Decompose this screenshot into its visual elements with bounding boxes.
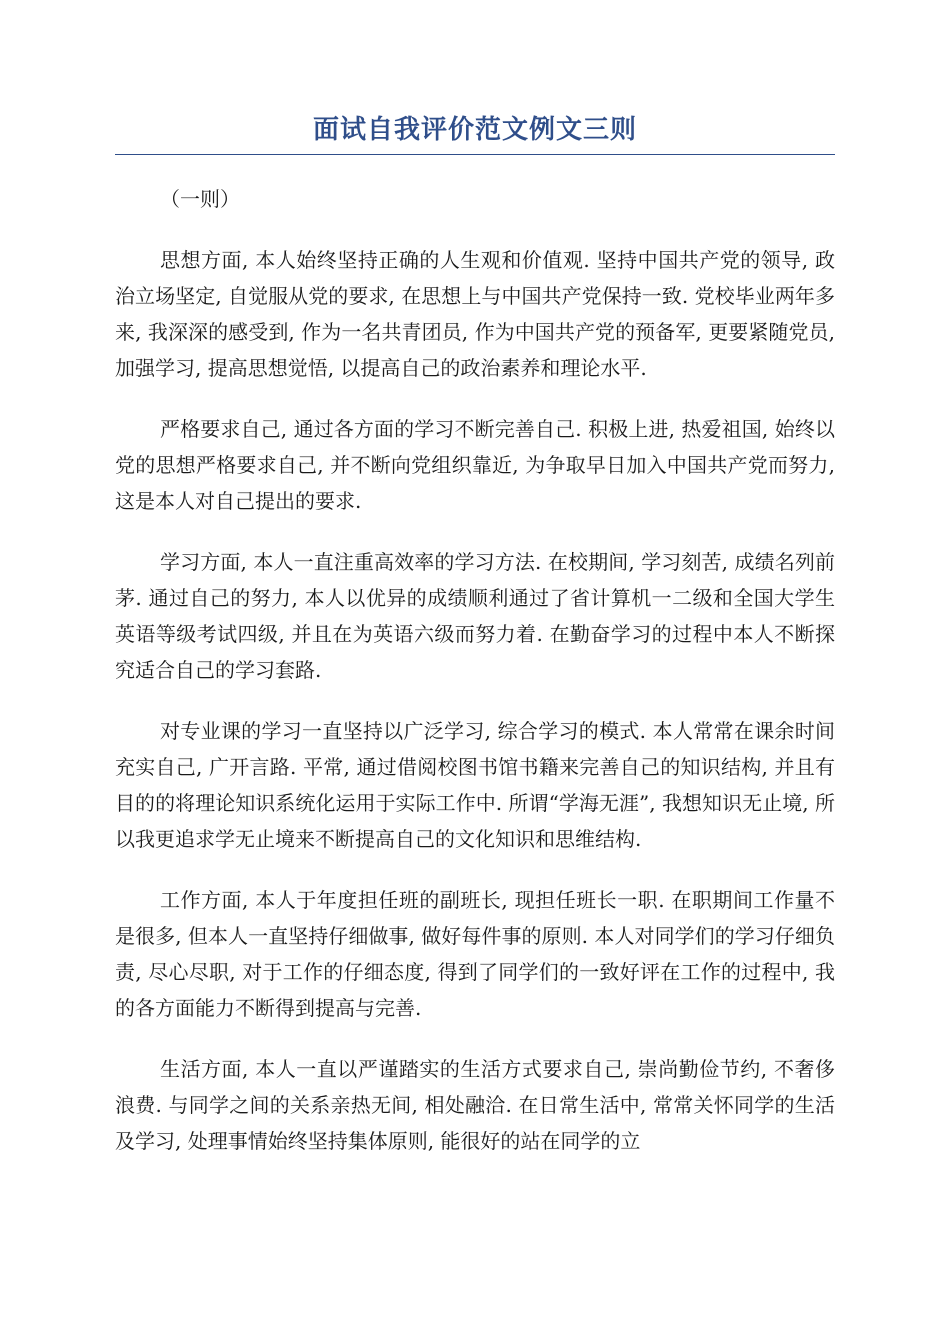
document-page <box>115 110 835 1159</box>
paragraph-study: 学习方面, 本人一直注重高效率的学习方法. 在校期间, 学习刻苦, 成绩名列前茅. 通过自己的努力, 本人以优异的成绩顺利通过了省计算机一二级和全国大学生英语等级考试四级, 并且在为英语六级而努力着. 在勤奋学习的过程中本人不断探究适合自己的学习套路. <box>115 550 835 682</box>
paragraph-thought: 思想方面, 本人始终坚持正确的人生观和价值观. 坚持中国共产党的领导, 政治立场坚定, 自觉服从党的要求, 在思想上与中国共产党保持一致. 党校毕业两年多来, 我深深的感受到, 作为一名共青团员, 作为中国共产党的预备军, 更要紧随党员, 加强学习, 提高思想觉悟, 以提高自己的政治素养和理论水平. <box>115 248 835 380</box>
paragraph-life: 生活方面, 本人一直以严谨踏实的生活方式要求自己, 崇尚勤俭节约, 不奢侈浪费. 与同学之间的关系亲热无间, 相处融洽. 在日常生活中, 常常关怀同学的生活及学习, 处理事情始终坚持集体原则, 能很好的站在同学的立 <box>115 1057 835 1153</box>
document-title: 面试自我评价范文例文三则 <box>312 115 637 145</box>
paragraph-work: 工作方面, 本人于年度担任班的副班长, 现担任班长一职. 在职期间工作量不是很多, 但本人一直坚持仔细做事, 做好每件事的原则. 本人对同学们的学习仔细负责, 尽心尽职, 对于工作的仔细态度, 得到了同学们的一致好评在工作的过程中, 我的各方面能力不断得到提高与完善. <box>115 888 835 1020</box>
paragraph-major-courses: 对专业课的学习一直坚持以广泛学习, 综合学习的模式. 本人常常在课余时间充实自己, 广开言路. 平常, 通过借阅校图书馆书籍来完善自己的知识结构, 并且有目的的将理论知识系统化运用于实际工作中. 所谓“学海无涯”, 我想知识无止境, 所以我更追求学无止境来不断提高自己的文化知识和思维结构. <box>115 719 835 851</box>
section-label: （一则） <box>160 187 240 211</box>
title-divider <box>115 154 835 155</box>
paragraph-self-discipline: 严格要求自己, 通过各方面的学习不断完善自己. 积极上进, 热爱祖国, 始终以党的思想严格要求自己, 并不断向党组织靠近, 为争取早日加入中国共产党而努力, 这是本人对自己提出的要求. <box>115 417 835 513</box>
